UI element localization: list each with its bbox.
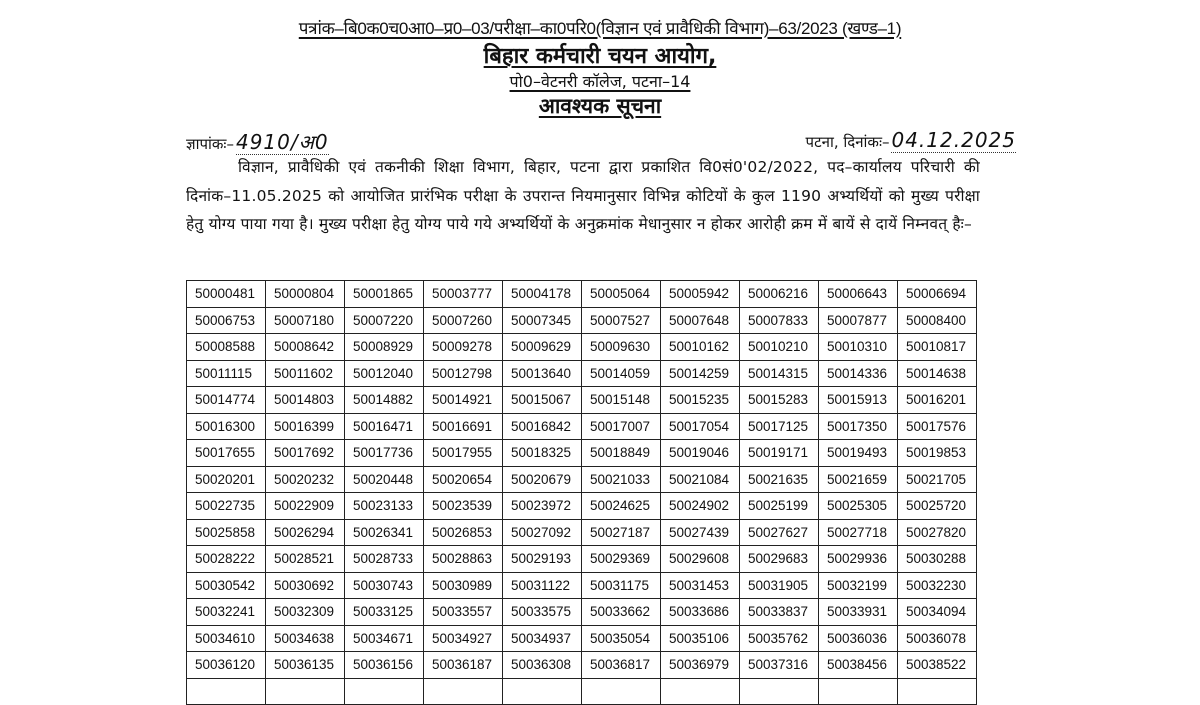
memo-number-block bbox=[186, 128, 329, 155]
roll-number-cell: 50007220 bbox=[345, 307, 424, 334]
memo-date: 04.12.2025 bbox=[891, 128, 1016, 152]
roll-number-cell: 50023539 bbox=[424, 493, 503, 520]
memo-label: ज्ञापांकः– bbox=[186, 135, 234, 153]
roll-number-cell: 50019853 bbox=[898, 440, 977, 467]
roll-number-cell: 50029936 bbox=[819, 546, 898, 573]
roll-number-cell: 50020679 bbox=[503, 466, 582, 493]
roll-number-cell: 50022909 bbox=[266, 493, 345, 520]
roll-number-cell: 50033837 bbox=[740, 599, 819, 626]
roll-number-cell: 50011115 bbox=[187, 360, 266, 387]
place-date-block bbox=[806, 128, 1016, 152]
roll-number-cell: 50019046 bbox=[661, 440, 740, 467]
roll-number-cell bbox=[819, 678, 898, 705]
roll-number-cell: 50017054 bbox=[661, 413, 740, 440]
roll-number-cell: 50012798 bbox=[424, 360, 503, 387]
table-row bbox=[187, 625, 977, 652]
roll-number-cell: 50010310 bbox=[819, 334, 898, 361]
roll-number-cell: 50006694 bbox=[898, 281, 977, 308]
roll-number-cell: 50015148 bbox=[582, 387, 661, 414]
roll-number-cell bbox=[345, 678, 424, 705]
table-row bbox=[187, 281, 977, 308]
roll-number-cell: 50034638 bbox=[266, 625, 345, 652]
roll-number-cell: 50016842 bbox=[503, 413, 582, 440]
organization-address-text: पो0–वेटनरी कॉलेज, पटना–14 bbox=[509, 72, 691, 91]
roll-number-cell: 50023972 bbox=[503, 493, 582, 520]
roll-number-cell: 50028863 bbox=[424, 546, 503, 573]
roll-number-cell: 50006216 bbox=[740, 281, 819, 308]
roll-number-cell: 50016300 bbox=[187, 413, 266, 440]
roll-number-cell: 50033686 bbox=[661, 599, 740, 626]
roll-number-cell: 50004178 bbox=[503, 281, 582, 308]
roll-number-cell: 50036036 bbox=[819, 625, 898, 652]
roll-number-cell: 50007260 bbox=[424, 307, 503, 334]
roll-number-cell bbox=[424, 678, 503, 705]
roll-number-cell: 50005064 bbox=[582, 281, 661, 308]
table-row bbox=[187, 307, 977, 334]
roll-number-cell: 50036135 bbox=[266, 652, 345, 679]
roll-number-cell bbox=[187, 678, 266, 705]
roll-number-cell: 50021705 bbox=[898, 466, 977, 493]
roll-number-cell: 50034937 bbox=[503, 625, 582, 652]
roll-number-cell: 50024902 bbox=[661, 493, 740, 520]
roll-number-cell: 50005942 bbox=[661, 281, 740, 308]
roll-number-cell: 50036817 bbox=[582, 652, 661, 679]
roll-number-cell: 50038456 bbox=[819, 652, 898, 679]
roll-number-cell: 50015235 bbox=[661, 387, 740, 414]
roll-number-cell: 50017655 bbox=[187, 440, 266, 467]
roll-number-cell: 50014638 bbox=[898, 360, 977, 387]
roll-number-cell: 50032241 bbox=[187, 599, 266, 626]
roll-number-cell: 50001865 bbox=[345, 281, 424, 308]
roll-number-cell: 50032199 bbox=[819, 572, 898, 599]
roll-number-cell: 50034094 bbox=[898, 599, 977, 626]
organization-name bbox=[0, 40, 1200, 70]
table-row bbox=[187, 413, 977, 440]
roll-number-cell: 50007648 bbox=[661, 307, 740, 334]
roll-number-cell: 50027820 bbox=[898, 519, 977, 546]
notice-body-paragraph: विज्ञान, प्रावैधिकी एवं तकनीकी शिक्षा विभाग, बिहार, पटना द्वारा प्रकाशित वि0सं0'02/2022, पद–कार्यालय परिचारी की दिनांक–11.05.2025 को आयोजित प्रारंभिक परीक्षा के उपरान्त नियमानुसार विभिन्न कोटियों के कुल 1190 अभ्यर्थियों को मुख्य परीक्षा हेतु योग्य पाया गया है। मुख्य परीक्षा हेतु योग्य पाये गये अभ्यर्थियों के अनुक्रमांक मेधानुसार न होकर आरोही क्रम में बायें से दायें निम्नवत् हैः– bbox=[186, 158, 980, 233]
roll-number-cell: 50018325 bbox=[503, 440, 582, 467]
roll-number-cell: 50008929 bbox=[345, 334, 424, 361]
roll-number-cell: 50036156 bbox=[345, 652, 424, 679]
roll-number-cell bbox=[582, 678, 661, 705]
roll-number-cell: 50014921 bbox=[424, 387, 503, 414]
roll-number-cell: 50020232 bbox=[266, 466, 345, 493]
roll-number-cell: 50032309 bbox=[266, 599, 345, 626]
roll-number-cell: 50018849 bbox=[582, 440, 661, 467]
roll-number-cell: 50029683 bbox=[740, 546, 819, 573]
memo-number: 4910/अ0 bbox=[235, 130, 329, 154]
roll-number-cell: 50010210 bbox=[740, 334, 819, 361]
roll-number-cell: 50015913 bbox=[819, 387, 898, 414]
roll-number-cell: 50036078 bbox=[898, 625, 977, 652]
table-row bbox=[187, 546, 977, 573]
table-row bbox=[187, 466, 977, 493]
roll-number-cell: 50033125 bbox=[345, 599, 424, 626]
table-row bbox=[187, 519, 977, 546]
roll-number-cell: 50020448 bbox=[345, 466, 424, 493]
roll-number-cell: 50014336 bbox=[819, 360, 898, 387]
roll-number-cell: 50034671 bbox=[345, 625, 424, 652]
roll-number-cell: 50029193 bbox=[503, 546, 582, 573]
roll-number-cell: 50007877 bbox=[819, 307, 898, 334]
roll-number-cell: 50014803 bbox=[266, 387, 345, 414]
roll-number-cell: 50014259 bbox=[661, 360, 740, 387]
reference-number-text: पत्रांक–बि0क0च0आ0–प्र0–03/परीक्षा–का0परि0(विज्ञान एवं प्रावैधिकी विभाग)–63/2023 (खण्ड–1) bbox=[298, 19, 902, 38]
table-row bbox=[187, 334, 977, 361]
organization-address bbox=[0, 70, 1200, 92]
roll-number-cell: 50000804 bbox=[266, 281, 345, 308]
roll-number-cell: 50024625 bbox=[582, 493, 661, 520]
roll-number-cell: 50033557 bbox=[424, 599, 503, 626]
roll-number-cell: 50000481 bbox=[187, 281, 266, 308]
roll-number-cell: 50030692 bbox=[266, 572, 345, 599]
roll-number-cell bbox=[266, 678, 345, 705]
roll-number-cell: 50016471 bbox=[345, 413, 424, 440]
roll-number-cell: 50028521 bbox=[266, 546, 345, 573]
roll-number-cell: 50026341 bbox=[345, 519, 424, 546]
roll-number-cell: 50012040 bbox=[345, 360, 424, 387]
roll-number-cell: 50036120 bbox=[187, 652, 266, 679]
roll-number-cell: 50025858 bbox=[187, 519, 266, 546]
roll-number-cell: 50028222 bbox=[187, 546, 266, 573]
roll-number-cell: 50014059 bbox=[582, 360, 661, 387]
roll-number-cell: 50020654 bbox=[424, 466, 503, 493]
roll-number-cell: 50017692 bbox=[266, 440, 345, 467]
roll-number-cell: 50021635 bbox=[740, 466, 819, 493]
roll-number-cell: 50036187 bbox=[424, 652, 503, 679]
roll-number-cell: 50027187 bbox=[582, 519, 661, 546]
roll-number-cell: 50026294 bbox=[266, 519, 345, 546]
roll-number-cell: 50027627 bbox=[740, 519, 819, 546]
roll-number-cell: 50008588 bbox=[187, 334, 266, 361]
roll-number-cell: 50030743 bbox=[345, 572, 424, 599]
roll-number-cell: 50038522 bbox=[898, 652, 977, 679]
roll-number-cell: 50019493 bbox=[819, 440, 898, 467]
roll-number-cell: 50016201 bbox=[898, 387, 977, 414]
roll-number-cell: 50035106 bbox=[661, 625, 740, 652]
reference-number-line bbox=[0, 16, 1200, 39]
roll-number-cell: 50007180 bbox=[266, 307, 345, 334]
roll-number-cell: 50008642 bbox=[266, 334, 345, 361]
roll-number-cell: 50037316 bbox=[740, 652, 819, 679]
roll-number-cell: 50017955 bbox=[424, 440, 503, 467]
roll-number-cell: 50030989 bbox=[424, 572, 503, 599]
roll-number-cell: 50036979 bbox=[661, 652, 740, 679]
roll-number-cell: 50034610 bbox=[187, 625, 266, 652]
roll-number-cell: 50006753 bbox=[187, 307, 266, 334]
roll-number-cell: 50035054 bbox=[582, 625, 661, 652]
notice-title-text: आवश्यक सूचना bbox=[538, 94, 662, 118]
roll-number-cell: 50025305 bbox=[819, 493, 898, 520]
roll-number-cell bbox=[661, 678, 740, 705]
roll-number-cell: 50014882 bbox=[345, 387, 424, 414]
roll-number-cell bbox=[740, 678, 819, 705]
roll-number-cell: 50027718 bbox=[819, 519, 898, 546]
roll-number-cell bbox=[898, 678, 977, 705]
roll-number-cell: 50023133 bbox=[345, 493, 424, 520]
roll-number-cell: 50026853 bbox=[424, 519, 503, 546]
roll-number-cell: 50007833 bbox=[740, 307, 819, 334]
roll-number-cell: 50033575 bbox=[503, 599, 582, 626]
table-row bbox=[187, 493, 977, 520]
roll-number-cell: 50010162 bbox=[661, 334, 740, 361]
roll-number-cell: 50009278 bbox=[424, 334, 503, 361]
roll-number-cell: 50027439 bbox=[661, 519, 740, 546]
roll-number-cell: 50032230 bbox=[898, 572, 977, 599]
roll-number-cell: 50003777 bbox=[424, 281, 503, 308]
roll-number-cell: 50015067 bbox=[503, 387, 582, 414]
table-row bbox=[187, 360, 977, 387]
roll-number-cell: 50017125 bbox=[740, 413, 819, 440]
table-row bbox=[187, 440, 977, 467]
roll-number-cell: 50034927 bbox=[424, 625, 503, 652]
place-date-label: पटना, दिनांकः– bbox=[805, 133, 890, 151]
roll-number-cell: 50008400 bbox=[898, 307, 977, 334]
roll-number-cell: 50007345 bbox=[503, 307, 582, 334]
roll-number-table-body bbox=[187, 281, 977, 705]
table-row bbox=[187, 387, 977, 414]
roll-number-cell: 50031905 bbox=[740, 572, 819, 599]
roll-number-cell: 50013640 bbox=[503, 360, 582, 387]
roll-number-cell: 50010817 bbox=[898, 334, 977, 361]
roll-number-cell: 50021084 bbox=[661, 466, 740, 493]
roll-number-cell: 50035762 bbox=[740, 625, 819, 652]
roll-number-cell: 50009630 bbox=[582, 334, 661, 361]
roll-number-cell: 50031175 bbox=[582, 572, 661, 599]
table-row bbox=[187, 572, 977, 599]
roll-number-cell: 50027092 bbox=[503, 519, 582, 546]
roll-number-cell: 50020201 bbox=[187, 466, 266, 493]
roll-number-cell: 50025199 bbox=[740, 493, 819, 520]
roll-number-cell: 50017007 bbox=[582, 413, 661, 440]
roll-number-cell: 50016691 bbox=[424, 413, 503, 440]
roll-number-cell: 50015283 bbox=[740, 387, 819, 414]
roll-number-cell: 50021033 bbox=[582, 466, 661, 493]
roll-number-cell: 50006643 bbox=[819, 281, 898, 308]
roll-number-cell: 50030542 bbox=[187, 572, 266, 599]
table-row bbox=[187, 599, 977, 626]
notice-title bbox=[0, 92, 1200, 120]
roll-number-cell: 50031122 bbox=[503, 572, 582, 599]
roll-number-cell: 50025720 bbox=[898, 493, 977, 520]
roll-number-cell: 50017736 bbox=[345, 440, 424, 467]
roll-number-cell: 50028733 bbox=[345, 546, 424, 573]
roll-number-cell: 50029608 bbox=[661, 546, 740, 573]
roll-number-table bbox=[186, 280, 977, 705]
roll-number-cell: 50014774 bbox=[187, 387, 266, 414]
roll-number-cell: 50033931 bbox=[819, 599, 898, 626]
roll-number-cell: 50017576 bbox=[898, 413, 977, 440]
roll-number-cell bbox=[503, 678, 582, 705]
table-row bbox=[187, 652, 977, 679]
roll-number-cell: 50014315 bbox=[740, 360, 819, 387]
roll-number-cell: 50011602 bbox=[266, 360, 345, 387]
roll-number-cell: 50007527 bbox=[582, 307, 661, 334]
roll-number-cell: 50030288 bbox=[898, 546, 977, 573]
roll-number-cell: 50029369 bbox=[582, 546, 661, 573]
roll-number-cell: 50033662 bbox=[582, 599, 661, 626]
roll-number-cell: 50031453 bbox=[661, 572, 740, 599]
roll-number-cell: 50021659 bbox=[819, 466, 898, 493]
table-row bbox=[187, 678, 977, 705]
roll-number-cell: 50016399 bbox=[266, 413, 345, 440]
roll-number-cell: 50017350 bbox=[819, 413, 898, 440]
organization-name-text: बिहार कर्मचारी चयन आयोग, bbox=[483, 44, 717, 69]
roll-number-cell: 50009629 bbox=[503, 334, 582, 361]
roll-number-cell: 50019171 bbox=[740, 440, 819, 467]
roll-number-cell: 50022735 bbox=[187, 493, 266, 520]
roll-number-cell: 50036308 bbox=[503, 652, 582, 679]
